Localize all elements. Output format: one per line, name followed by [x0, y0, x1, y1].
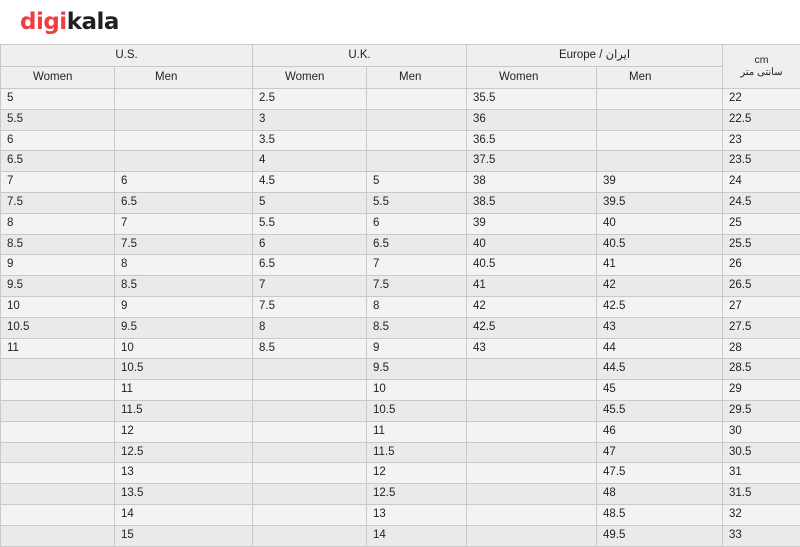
cell-us-women — [1, 421, 115, 442]
cell-uk-women: 8.5 — [253, 338, 367, 359]
cell-us-women: 6.5 — [1, 151, 115, 172]
cell-eu-women: 42 — [467, 296, 597, 317]
cell-uk-women: 4.5 — [253, 172, 367, 193]
cell-eu-men: 47 — [597, 442, 723, 463]
cell-eu-women: 43 — [467, 338, 597, 359]
cell-us-women: 5 — [1, 89, 115, 110]
cell-us-men: 10 — [115, 338, 253, 359]
cell-uk-women: 8 — [253, 317, 367, 338]
cell-eu-men: 39 — [597, 172, 723, 193]
cell-uk-men: 11 — [367, 421, 467, 442]
cell-eu-men: 41 — [597, 255, 723, 276]
cell-us-women — [1, 525, 115, 546]
cell-uk-men: 7 — [367, 255, 467, 276]
cell-cm: 29.5 — [723, 400, 800, 421]
cell-eu-women — [467, 504, 597, 525]
table-row — [1, 359, 800, 380]
cell-us-men — [115, 89, 253, 110]
sub-header-us-women: Women — [1, 67, 115, 89]
cell-eu-men: 49.5 — [597, 525, 723, 546]
cell-us-men: 14 — [115, 504, 253, 525]
cell-us-men: 11.5 — [115, 400, 253, 421]
cell-eu-women — [467, 380, 597, 401]
cell-cm: 31 — [723, 463, 800, 484]
sub-header-uk-women: Women — [253, 67, 367, 89]
cell-us-men: 12.5 — [115, 442, 253, 463]
cell-eu-men: 44 — [597, 338, 723, 359]
cell-us-men: 10.5 — [115, 359, 253, 380]
cm-label-en: cm — [725, 54, 798, 67]
cell-eu-men: 46 — [597, 421, 723, 442]
cell-uk-women: 5 — [253, 192, 367, 213]
cell-uk-women: 7.5 — [253, 296, 367, 317]
table-row — [1, 317, 800, 338]
cell-us-men: 7 — [115, 213, 253, 234]
cell-cm: 23.5 — [723, 151, 800, 172]
table-row — [1, 525, 800, 546]
cell-uk-men: 10 — [367, 380, 467, 401]
cell-cm: 22 — [723, 89, 800, 110]
cell-uk-men — [367, 130, 467, 151]
cell-eu-women: 36 — [467, 109, 597, 130]
cell-us-men — [115, 130, 253, 151]
cell-cm: 28.5 — [723, 359, 800, 380]
cell-eu-men: 48.5 — [597, 504, 723, 525]
cell-uk-women: 6 — [253, 234, 367, 255]
cell-eu-men: 42 — [597, 276, 723, 297]
cell-us-women: 9.5 — [1, 276, 115, 297]
cell-us-men: 9.5 — [115, 317, 253, 338]
cell-eu-women: 40 — [467, 234, 597, 255]
cell-uk-women: 2.5 — [253, 89, 367, 110]
cell-cm: 26 — [723, 255, 800, 276]
cell-eu-women — [467, 421, 597, 442]
table-sub-header-row — [1, 67, 800, 89]
cell-eu-women: 40.5 — [467, 255, 597, 276]
table-row — [1, 213, 800, 234]
cell-uk-women — [253, 380, 367, 401]
cell-us-women — [1, 380, 115, 401]
cell-uk-women: 6.5 — [253, 255, 367, 276]
cell-uk-men: 8 — [367, 296, 467, 317]
cell-uk-men: 12 — [367, 463, 467, 484]
cell-eu-women: 35.5 — [467, 89, 597, 110]
group-header-us: U.S. — [1, 45, 253, 67]
sub-header-us-men: Men — [115, 67, 253, 89]
cell-eu-men: 42.5 — [597, 296, 723, 317]
cell-uk-men: 6.5 — [367, 234, 467, 255]
cell-us-women: 5.5 — [1, 109, 115, 130]
brand-logo-part-1: digi — [20, 9, 67, 35]
cell-eu-men: 43 — [597, 317, 723, 338]
cell-uk-men: 10.5 — [367, 400, 467, 421]
cell-eu-men: 45 — [597, 380, 723, 401]
brand-logo-part-2: kala — [67, 9, 119, 35]
cell-us-women — [1, 484, 115, 505]
cell-eu-women — [467, 400, 597, 421]
sub-header-eu-women: Women — [467, 67, 597, 89]
cell-uk-men: 5.5 — [367, 192, 467, 213]
cell-cm: 30.5 — [723, 442, 800, 463]
cell-cm: 24.5 — [723, 192, 800, 213]
table-head — [1, 45, 800, 89]
cell-eu-men: 45.5 — [597, 400, 723, 421]
cell-us-men — [115, 151, 253, 172]
cell-cm: 29 — [723, 380, 800, 401]
table-row — [1, 296, 800, 317]
cell-us-men: 6 — [115, 172, 253, 193]
cell-us-men: 13.5 — [115, 484, 253, 505]
cell-us-men: 8.5 — [115, 276, 253, 297]
cell-us-men: 13 — [115, 463, 253, 484]
cell-uk-women — [253, 421, 367, 442]
cell-eu-women: 38 — [467, 172, 597, 193]
cell-eu-women: 36.5 — [467, 130, 597, 151]
cell-eu-women: 38.5 — [467, 192, 597, 213]
sub-header-eu-men: Men — [597, 67, 723, 89]
cell-cm: 27 — [723, 296, 800, 317]
cell-eu-women — [467, 463, 597, 484]
cm-label-fa: سانتی متر — [725, 67, 798, 80]
brand-logo-text — [20, 9, 119, 35]
table-row — [1, 192, 800, 213]
cell-eu-men — [597, 151, 723, 172]
cell-us-men: 7.5 — [115, 234, 253, 255]
table-row — [1, 421, 800, 442]
cell-us-men: 15 — [115, 525, 253, 546]
cell-cm: 25.5 — [723, 234, 800, 255]
cell-us-women: 9 — [1, 255, 115, 276]
table-row — [1, 504, 800, 525]
cell-us-women: 6 — [1, 130, 115, 151]
cell-uk-women: 7 — [253, 276, 367, 297]
cell-cm: 25 — [723, 213, 800, 234]
cell-uk-women: 3.5 — [253, 130, 367, 151]
cell-us-men: 11 — [115, 380, 253, 401]
cell-eu-women: 39 — [467, 213, 597, 234]
cell-uk-men: 14 — [367, 525, 467, 546]
cell-us-women: 8.5 — [1, 234, 115, 255]
table-row — [1, 484, 800, 505]
cell-eu-men: 39.5 — [597, 192, 723, 213]
cell-uk-men: 9 — [367, 338, 467, 359]
cell-uk-men — [367, 89, 467, 110]
cell-cm: 23 — [723, 130, 800, 151]
cell-eu-men — [597, 130, 723, 151]
cell-uk-men — [367, 151, 467, 172]
cell-eu-men: 47.5 — [597, 463, 723, 484]
cell-eu-men: 40.5 — [597, 234, 723, 255]
cell-uk-men: 11.5 — [367, 442, 467, 463]
cell-us-men: 9 — [115, 296, 253, 317]
cell-us-men: 8 — [115, 255, 253, 276]
cell-cm: 26.5 — [723, 276, 800, 297]
table-row — [1, 109, 800, 130]
cell-cm: 33 — [723, 525, 800, 546]
cell-eu-women — [467, 525, 597, 546]
cell-us-women: 7.5 — [1, 192, 115, 213]
table-row — [1, 400, 800, 421]
cell-uk-women — [253, 504, 367, 525]
cell-uk-women — [253, 463, 367, 484]
cell-us-men — [115, 109, 253, 130]
cell-cm: 27.5 — [723, 317, 800, 338]
cell-cm: 28 — [723, 338, 800, 359]
cell-uk-women — [253, 400, 367, 421]
cell-us-men: 6.5 — [115, 192, 253, 213]
cell-cm: 30 — [723, 421, 800, 442]
table-row — [1, 276, 800, 297]
cell-cm: 24 — [723, 172, 800, 193]
cell-us-women: 11 — [1, 338, 115, 359]
brand-logo — [0, 0, 800, 44]
cell-uk-men: 8.5 — [367, 317, 467, 338]
table-row — [1, 442, 800, 463]
cell-eu-men: 48 — [597, 484, 723, 505]
table-row — [1, 255, 800, 276]
cell-eu-women — [467, 442, 597, 463]
cell-uk-men: 5 — [367, 172, 467, 193]
cell-uk-men: 7.5 — [367, 276, 467, 297]
cell-uk-men: 9.5 — [367, 359, 467, 380]
cell-us-men: 12 — [115, 421, 253, 442]
cell-uk-women — [253, 359, 367, 380]
cell-eu-women: 41 — [467, 276, 597, 297]
cell-eu-men — [597, 109, 723, 130]
cell-uk-women: 3 — [253, 109, 367, 130]
cell-cm: 31.5 — [723, 484, 800, 505]
cell-us-women — [1, 463, 115, 484]
cell-us-women — [1, 400, 115, 421]
table-row — [1, 130, 800, 151]
cell-us-women — [1, 504, 115, 525]
table-row — [1, 172, 800, 193]
cell-us-women: 7 — [1, 172, 115, 193]
cell-uk-men: 13 — [367, 504, 467, 525]
cell-uk-men: 6 — [367, 213, 467, 234]
table-row — [1, 151, 800, 172]
cell-us-women: 10 — [1, 296, 115, 317]
cell-eu-men — [597, 89, 723, 110]
table-row — [1, 338, 800, 359]
cell-uk-women — [253, 442, 367, 463]
cell-us-women: 8 — [1, 213, 115, 234]
group-header-cm — [723, 45, 800, 89]
table-row — [1, 463, 800, 484]
shoe-size-table — [0, 44, 800, 547]
cell-eu-women: 42.5 — [467, 317, 597, 338]
cell-uk-women: 5.5 — [253, 213, 367, 234]
cell-cm: 22.5 — [723, 109, 800, 130]
cell-us-women — [1, 359, 115, 380]
cell-uk-men — [367, 109, 467, 130]
table-body — [1, 89, 800, 547]
table-row — [1, 89, 800, 110]
sub-header-uk-men: Men — [367, 67, 467, 89]
cell-eu-women — [467, 484, 597, 505]
cell-eu-men: 44.5 — [597, 359, 723, 380]
cell-uk-men: 12.5 — [367, 484, 467, 505]
cell-us-women — [1, 442, 115, 463]
table-row — [1, 380, 800, 401]
group-header-uk: U.K. — [253, 45, 467, 67]
cell-eu-women: 37.5 — [467, 151, 597, 172]
table-group-header-row — [1, 45, 800, 67]
cell-us-women: 10.5 — [1, 317, 115, 338]
group-header-europe: Europe / ایران — [467, 45, 723, 67]
table-row — [1, 234, 800, 255]
cell-uk-women — [253, 525, 367, 546]
cell-cm: 32 — [723, 504, 800, 525]
cell-eu-men: 40 — [597, 213, 723, 234]
cell-eu-women — [467, 359, 597, 380]
cell-uk-women — [253, 484, 367, 505]
cell-uk-women: 4 — [253, 151, 367, 172]
